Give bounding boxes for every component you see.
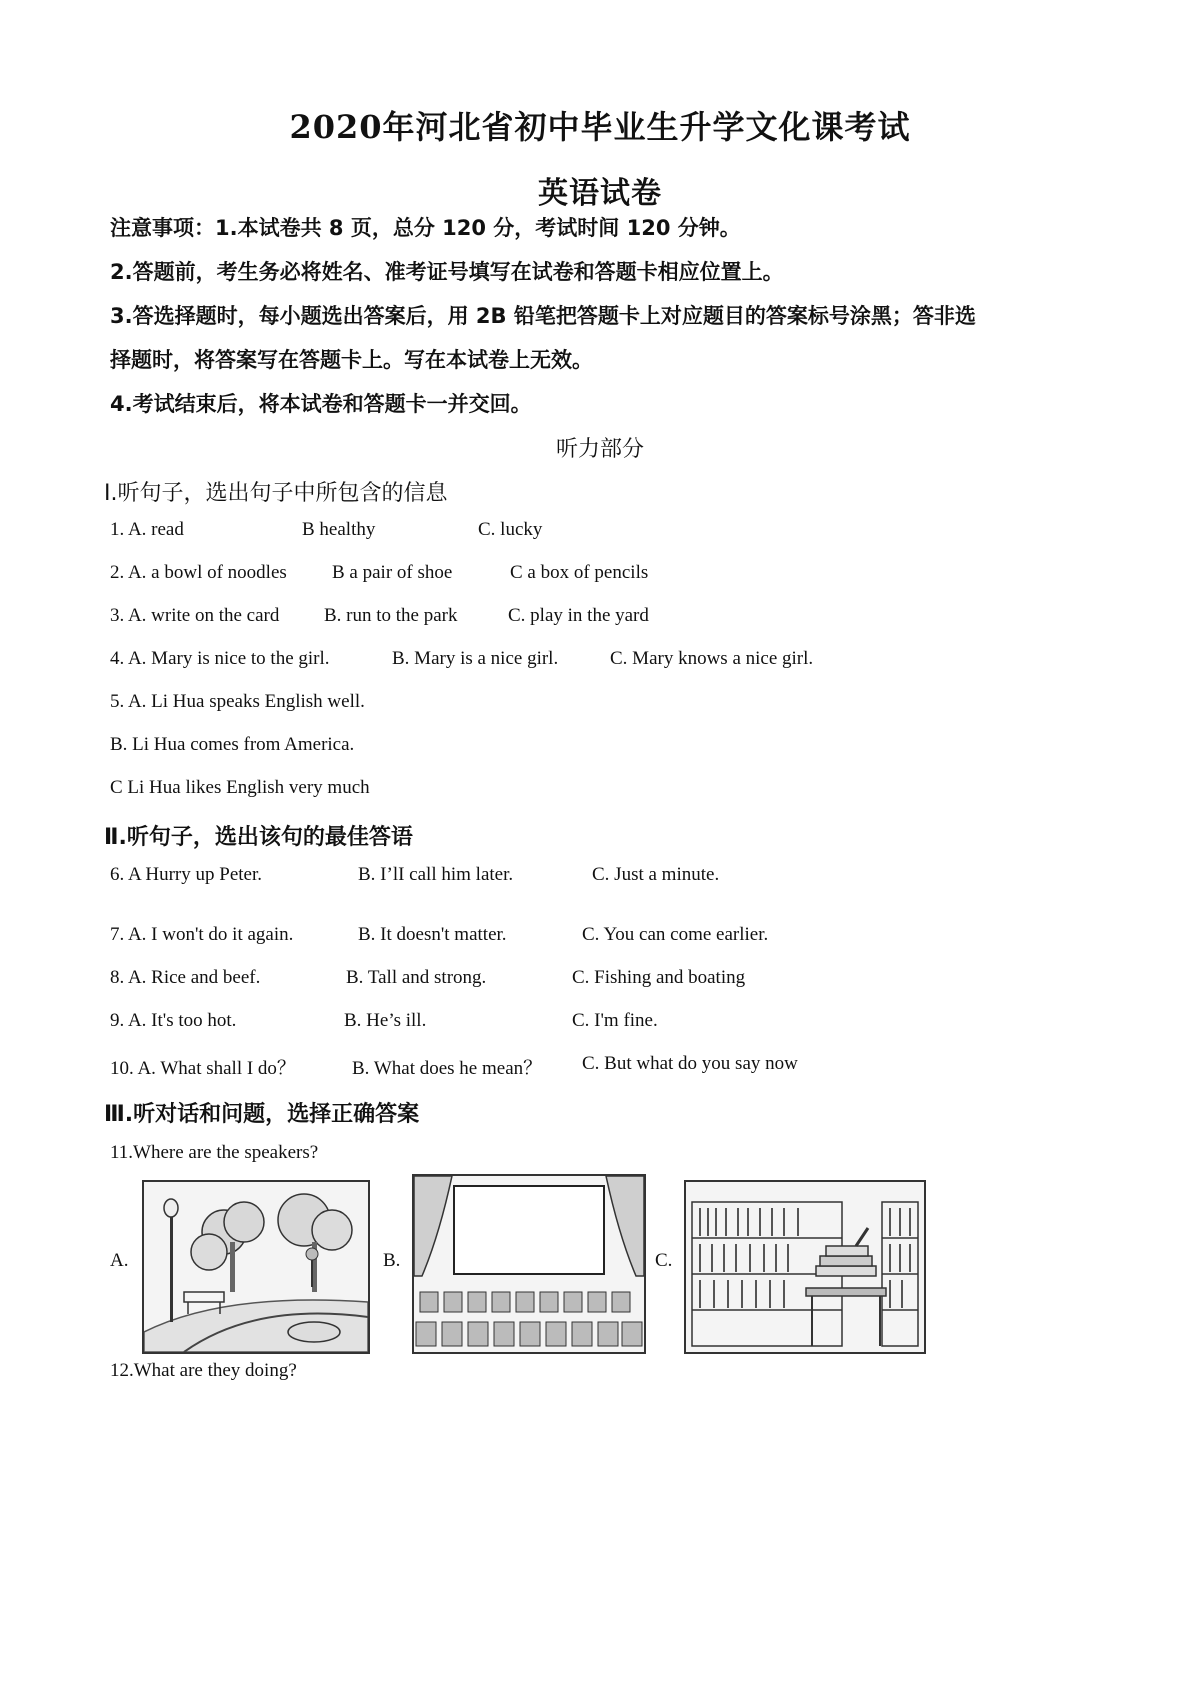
q10-option-c: C. But what do you say now: [582, 1053, 798, 1074]
note-line-1: 注意事项：1.本试卷共 8 页，总分 120 分，考试时间 120 分钟。: [110, 216, 741, 240]
section-1-title: Ⅰ.听句子，选出句子中所包含的信息: [104, 481, 448, 506]
q8-option-b: B. Tall and strong.: [346, 967, 487, 988]
q2-option-c: C a box of pencils: [510, 562, 649, 583]
note-line-2: 2.答题前，考生务必将姓名、准考证号填写在试卷和答题卡相应位置上。: [110, 260, 784, 284]
q6-option-a: 6. A Hurry up Peter.: [110, 864, 262, 885]
note-line-5: 4.考试结束后，将本试卷和答题卡一并交回。: [110, 392, 532, 416]
q6-option-c: C. Just a minute.: [592, 864, 720, 885]
q8-option-a: 8. A. Rice and beef.: [110, 967, 261, 988]
question-5-b: B. Li Hua comes from America.: [110, 734, 355, 755]
q3-option-b: B. run to the park: [324, 605, 458, 626]
cinema-illustration: [414, 1176, 644, 1352]
q7-option-c: C. You can come earlier.: [582, 924, 769, 945]
exam-title: 2020年河北省初中毕业生升学文化课考试: [289, 108, 911, 146]
q4-option-a: 4. A. Mary is nice to the girl.: [110, 648, 330, 669]
question-11: 11.Where are the speakers?: [110, 1142, 319, 1163]
question-5-a: 5. A. Li Hua speaks English well.: [110, 691, 365, 712]
q11-label-c: C.: [655, 1250, 673, 1271]
library-illustration: [686, 1182, 924, 1352]
q9-option-b: B. He’s ill.: [344, 1010, 427, 1031]
q7-option-a: 7. A. I won't do it again.: [110, 924, 294, 945]
q6-option-b: B. I’lI call him later.: [358, 864, 514, 885]
q7-option-b: B. It doesn't matter.: [358, 924, 507, 945]
library-picture: [684, 1180, 926, 1354]
part-title: 听力部分: [555, 437, 644, 462]
q10-option-a: 10. A. What shall I do？: [110, 1058, 296, 1079]
q1-option-c: C. lucky: [478, 519, 543, 540]
cinema-picture: [412, 1174, 646, 1354]
q11-label-b: B.: [383, 1250, 401, 1271]
q4-option-b: B. Mary is a nice girl.: [392, 648, 559, 669]
q3-option-a: 3. A. write on the card: [110, 605, 280, 626]
q1-option-a: 1. A. read: [110, 519, 184, 540]
q8-option-c: C. Fishing and boating: [572, 967, 746, 988]
park-illustration: [144, 1182, 368, 1352]
q2-option-b: B a pair of shoe: [332, 562, 453, 583]
question-5-c: C Li Hua likes English very much: [110, 777, 370, 798]
section-3-title: Ⅲ.听对话和问题，选择正确答案: [104, 1102, 420, 1127]
section-2-title: Ⅱ.听句子，选出该句的最佳答语: [104, 825, 413, 850]
q9-option-a: 9. A. It's too hot.: [110, 1010, 237, 1031]
note-line-4: 择题时，将答案写在答题卡上。写在本试卷上无效。: [110, 348, 593, 372]
note-line-3: 3.答选择题时，每小题选出答案后，用 2B 铅笔把答题卡上对应题目的答案标号涂黑；答非选: [110, 304, 976, 328]
q10-option-b: B. What does he mean？: [352, 1058, 543, 1079]
park-picture: [142, 1180, 370, 1354]
q3-option-c: C. play in the yard: [508, 605, 649, 626]
question-12: 12.What are they doing?: [110, 1360, 297, 1381]
q11-label-a: A.: [110, 1250, 129, 1271]
q2-option-a: 2. A. a bowl of noodles: [110, 562, 287, 583]
q4-option-c: C. Mary knows a nice girl.: [610, 648, 814, 669]
exam-subtitle: 英语试卷: [538, 176, 662, 211]
q1-option-b: B healthy: [302, 519, 376, 540]
q9-option-c: C. I'm fine.: [572, 1010, 658, 1031]
